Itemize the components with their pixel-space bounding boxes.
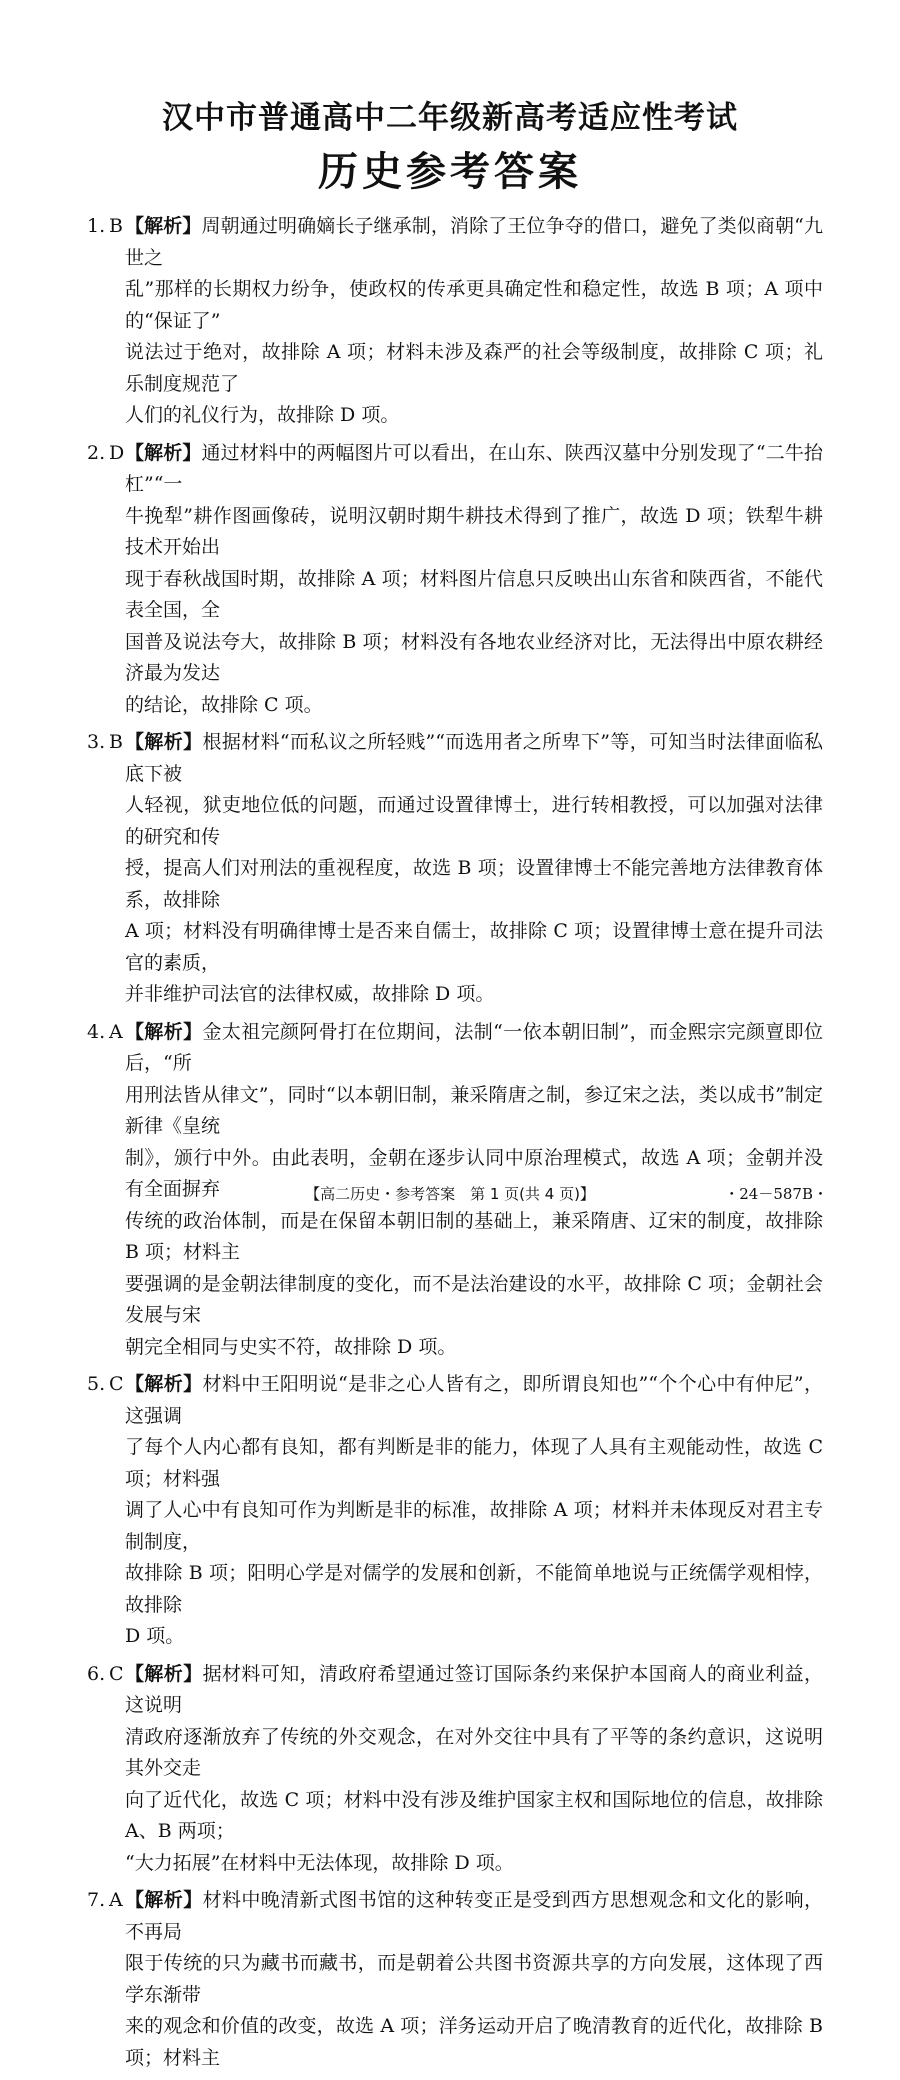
answer-letter: C: [109, 1662, 124, 1685]
answer-item: [87, 211, 823, 432]
answer-text-line: 人们的礼仪行为，故排除 D 项。: [125, 404, 400, 426]
answer-text-line: 故排除 B 项；阳明心学是对儒学的发展和创新，不能简单地说与正统儒学观相悖，故排除: [125, 1562, 823, 1616]
answer-item: [87, 727, 823, 1011]
answer-text-line: 人轻视，狱吏地位低的问题，而通过设置律博士，进行转相教授，可以加强对法律的研究和传: [125, 794, 823, 848]
analysis-tag: 【解析】: [125, 215, 202, 237]
answer-text-line: 牛挽犁”耕作图画像砖，说明汉朝时期牛耕技术得到了推广，故选 D 项；铁犁牛耕技术开始出: [125, 504, 823, 558]
analysis-tag: 【解析】: [125, 1889, 203, 1911]
answer-text-line: 用刑法皆从律文”，同时“以本朝旧制，兼采隋唐之制，参辽宋之法，类以成书”制定新律《皇统: [125, 1083, 823, 1137]
answer-text-line: 传统的政治体制，而是在保留本朝旧制的基础上，兼采隋唐、辽宋的制度，故排除 B 项；材料主: [125, 1209, 823, 1263]
analysis-tag: 【解析】: [125, 1373, 203, 1395]
answer-text-line: “大力拓展”在材料中无法体现，故排除 D 项。: [125, 1851, 514, 1874]
answer-list: [87, 211, 823, 2080]
question-number: 3.: [87, 731, 106, 753]
answer-text-line: 要强调的是金朝法律制度的变化，而不是法治建设的水平，故排除 C 项；金朝社会发展与宋: [125, 1272, 823, 1326]
question-number: 6.: [87, 1662, 106, 1685]
page-info: 【高二历史・参考答案 第 1 页(共 4 页)】: [305, 1185, 595, 1203]
answer-letter: B: [109, 215, 123, 237]
analysis-tag: 【解析】: [125, 441, 202, 464]
answer-item: [87, 438, 823, 722]
answer-text-line: 金太祖完颜阿骨打在位期间，法制“一依本朝旧制”，而金熙宗完颜亶即位后，“所: [125, 1020, 823, 1074]
answer-item: [87, 1659, 823, 1880]
question-number: 2.: [87, 441, 106, 464]
answer-text-line: 现于春秋战国时期，故排除 A 项；材料图片信息只反映出山东省和陕西省，不能代表全国，全: [125, 567, 823, 621]
answer-text-line: 国普及说法夸大，故排除 B 项；材料没有各地农业经济对比，无法得出中原农耕经济最为发达: [125, 630, 823, 684]
analysis-tag: 【解析】: [125, 731, 203, 753]
answer-text-line: 调了人心中有良知可作为判断是非的标准，故排除 A 项；材料并未体现反对君主专制制度，: [125, 1499, 823, 1553]
answer-letter: B: [109, 731, 123, 753]
analysis-tag: 【解析】: [125, 1662, 203, 1685]
answer-letter: A: [109, 1020, 123, 1043]
answer-text-line: 说法过于绝对，故排除 A 项；材料未涉及森严的社会等级制度，故排除 C 项；礼乐制度规范了: [125, 341, 823, 395]
exam-code: ・24－587B・: [724, 1185, 828, 1203]
exam-title: 汉中市普通高中二年级新高考适应性考试: [162, 100, 738, 136]
answer-item: [87, 1885, 823, 2074]
answer-item: [87, 1369, 823, 1653]
answer-letter: C: [109, 1373, 124, 1395]
answer-text-line: 限于传统的只为藏书而藏书，而是朝着公共图书资源共享的方向发展，这体现了西学东渐带: [125, 1952, 823, 2006]
answer-text-line: 材料中晚清新式图书馆的这种转变正是受到西方思想观念和文化的影响，不再局: [125, 1889, 823, 1943]
answer-letter: A: [109, 1889, 123, 1911]
page-footer: [0, 1183, 900, 1207]
answer-text-line: 材料中王阳明说“是非之心人皆有之，即所谓良知也”“个个心中有仲尼”，这强调: [125, 1373, 823, 1427]
question-number: 5.: [87, 1373, 106, 1395]
answer-text-line: D 项。: [125, 1625, 185, 1647]
answer-text-line: 了每个人内心都有良知，都有判断是非的能力，体现了人具有主观能动性，故选 C 项；材料强: [125, 1436, 823, 1490]
answer-text-line: 向了近代化，故选 C 项；材料中没有涉及维护国家主权和国际地位的信息，故排除 A、B 两项；: [125, 1788, 823, 1842]
answer-text-line: 据材料可知，清政府希望通过签订国际条约来保护本国商人的商业利益，这说明: [125, 1662, 823, 1716]
answer-text-line: 的结论，故排除 C 项。: [125, 693, 323, 716]
document-subtitle: 历史参考答案: [318, 149, 582, 195]
question-number: 1.: [87, 215, 106, 237]
answer-text-line: 乱”那样的长期权力纷争，使政权的传承更具确定性和稳定性，故选 B 项；A 项中的“保证了”: [125, 278, 823, 332]
analysis-tag: 【解析】: [125, 1020, 203, 1043]
answer-text-line: 周朝通过明确嫡长子继承制，消除了王位争夺的借口，避免了类似商朝“九世之: [125, 215, 823, 269]
answer-letter: D: [109, 441, 125, 464]
question-number: 4.: [87, 1020, 106, 1043]
question-number: 7.: [87, 1889, 106, 1911]
answer-text-line: 根据材料“而私议之所轻贱”“而选用者之所卑下”等，可知当时法律面临私底下被: [125, 731, 823, 785]
answer-text-line: 来的观念和价值的改变，故选 A 项；洋务运动开启了晚清教育的近代化，故排除 B 项；材料主: [125, 2015, 823, 2069]
answer-text-line: 并非维护司法官的法律权威，故排除 D 项。: [125, 983, 495, 1005]
answer-text-line: 清政府逐渐放弃了传统的外交观念，在对外交往中具有了平等的条约意识，这说明其外交走: [125, 1725, 823, 1779]
answer-text-line: 授，提高人们对刑法的重视程度，故选 B 项；设置律博士不能完善地方法律教育体系，故排除: [125, 857, 823, 911]
answer-text-line: A 项；材料没有明确律博士是否来自儒士，故排除 C 项；设置律博士意在提升司法官的素质，: [125, 920, 823, 974]
answer-text-line: 通过材料中的两幅图片可以看出，在山东、陕西汉墓中分别发现了“二牛抬杠”“一: [125, 441, 823, 495]
answer-text-line: 制》，颁行中外。由此表明，金朝在逐步认同中原治理模式，故选 A 项；金朝并没有全面摒弃: [125, 1146, 823, 1200]
answer-text-line: 朝完全相同与史实不符，故排除 D 项。: [125, 1335, 457, 1358]
